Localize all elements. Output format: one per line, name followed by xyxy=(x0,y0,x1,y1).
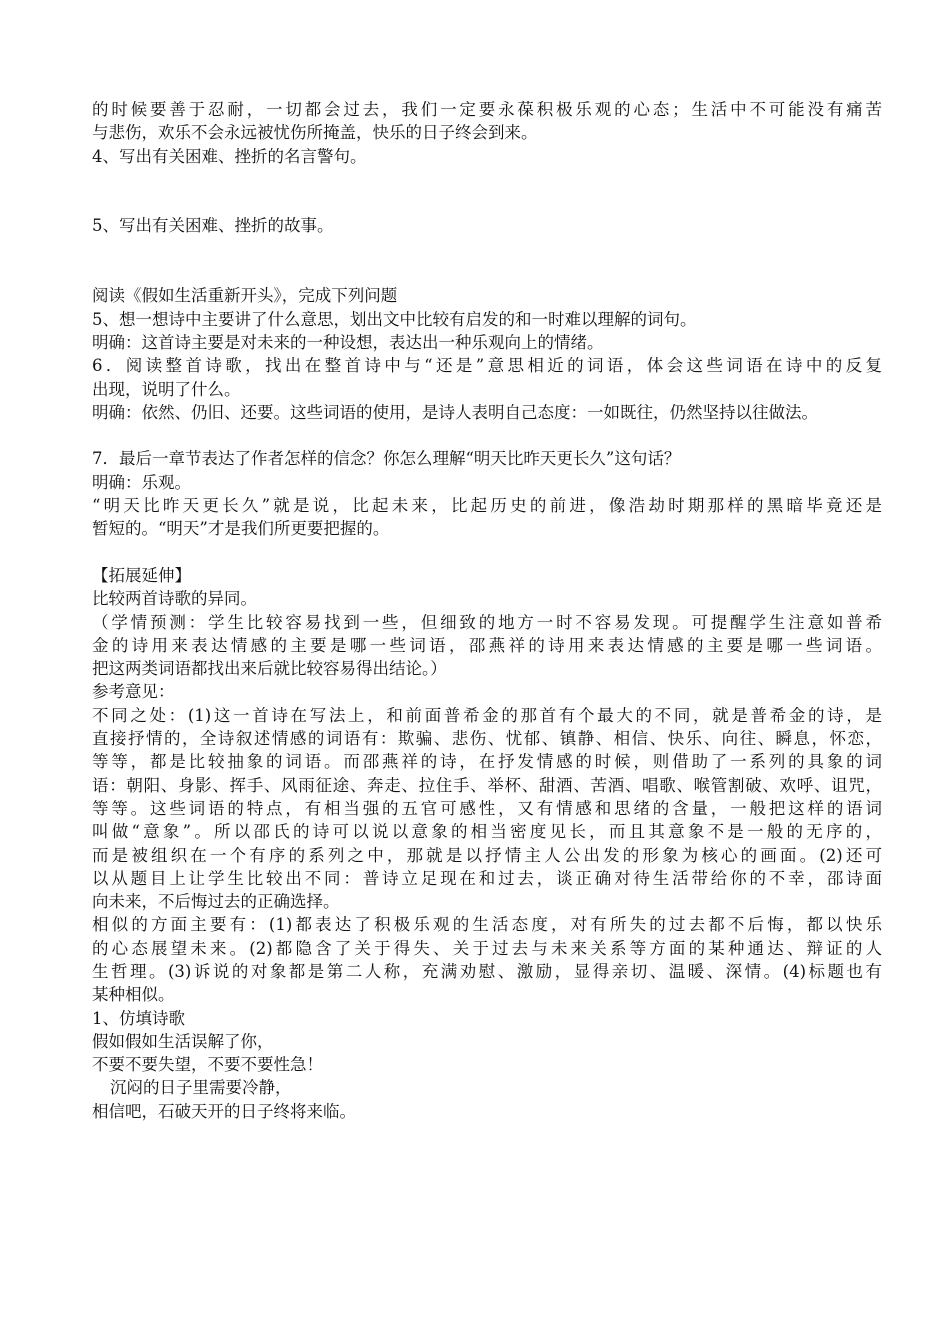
text-line: 1、仿填诗歌 xyxy=(92,1008,185,1028)
text-line: 等等，都是比较抽象的词语。而邵燕祥的诗，在抒发情感的时候，则借助了一系列的具象的词 xyxy=(92,752,882,772)
blank-line xyxy=(92,261,882,284)
text-line: 向未来，不后悔过去的正确选择。 xyxy=(92,892,340,912)
text-line: 金的诗用来表达情感的主要是哪一些词语，邵燕祥的诗用来表达情感的主要是哪一些词语。 xyxy=(92,635,882,655)
text-line: 相似的方面主要有：(1)都表达了积极乐观的生活态度，对有所失的过去都不后悔，都以快乐 xyxy=(92,915,882,935)
text-line: 参考意见： xyxy=(92,682,175,702)
text-line: （学情预测：学生比较容易找到一些，但细致的地方一时不容易发现。可提醒学生注意如普希 xyxy=(92,612,882,632)
text-line: 的时候要善于忍耐，一切都会过去，我们一定要永葆积极乐观的心态；生活中不可能没有痛苦 xyxy=(92,100,882,119)
text-line: 5、想一想诗中主要讲了什么意思，划出文中比较有启发的和一时难以理解的词句。 xyxy=(92,309,697,329)
text-line: 假如假如生活误解了你， xyxy=(92,1031,274,1051)
text-line: 与悲伤，欢乐不会永远被忧伤所掩盖，快乐的日子终会到来。 xyxy=(92,123,538,143)
text-line: 出现，说明了什么。 xyxy=(92,379,241,399)
text-line: 而是被组织在一个有序的系列之中，那就是以抒情主人公出发的形象为核心的画面。(2)还可 xyxy=(92,845,882,865)
blank-line xyxy=(92,541,882,564)
document-page xyxy=(92,98,882,1123)
text-line: 沉闷的日子里需要冷静， xyxy=(110,1078,292,1098)
text-line: 明确：依然、仍旧、还要。这些词语的使用，是诗人表明自己态度：一如既往，仍然坚持以往做法。 xyxy=(92,402,818,422)
text-line: 语：朝阳、身影、挥手、风雨征途、奔走、拉住手、举杯、甜酒、苦酒、唱歌、喉管割破、欢呼、诅咒， xyxy=(92,775,882,795)
text-line: 明确：乐观。 xyxy=(92,472,191,492)
text-line: 某种相似。 xyxy=(92,985,175,1005)
text-line: 明确：这首诗主要是对未来的一种设想，表达出一种乐观向上的情绪。 xyxy=(92,332,604,352)
blank-line xyxy=(92,238,882,261)
text-line: 7．最后一章节表达了作者怎样的信念？你怎么理解“明天比昨天更长久”这句话？ xyxy=(92,449,681,469)
text-line: 相信吧，石破天开的日子终将来临。 xyxy=(92,1101,356,1121)
text-line: 直接抒情的，全诗叙述情感的词语有：欺骗、悲伤、忧郁、镇静、相信、快乐、向往、瞬息，怀恋， xyxy=(92,729,882,749)
text-line: 以从题目上让学生比较出不同：普诗立足现在和过去，谈正确对待生活带给你的不幸，邵诗面 xyxy=(92,868,882,888)
text-line: 的心态展望未来。(2)都隐含了关于得失、关于过去与未来关系等方面的某种通达、辩证的人 xyxy=(92,938,882,958)
blank-line xyxy=(92,424,882,447)
text-line: 5、写出有关困难、挫折的故事。 xyxy=(92,216,334,236)
text-line: 等等。这些词语的特点，有相当强的五官可感性，又有情感和思绪的含量，一般把这样的语词 xyxy=(92,798,882,818)
text-line: 4、写出有关困难、挫折的名言警句。 xyxy=(92,146,367,166)
text-line: 把这两类词语都找出来后就比较容易得出结论。） xyxy=(92,659,447,679)
text-line: 比较两首诗歌的异同。 xyxy=(92,589,257,609)
text-line: 生哲理。(3)诉说的对象都是第二人称，充满劝慰、激励，显得亲切、温暖、深情。(4)标题也有 xyxy=(92,961,882,981)
blank-line xyxy=(92,168,882,191)
text-line: 叫做“意象”。所以邵氏的诗可以说以意象的相当密度见长，而且其意象不是一般的无序的， xyxy=(92,822,882,842)
text-line: 不同之处：(1)这一首诗在写法上，和前面普希金的那首有个最大的不同，就是普希金的诗，是 xyxy=(92,705,882,725)
text-line: 暂短的。“明天”才是我们所更要把握的。 xyxy=(92,519,390,539)
text-line: 6．阅读整首诗歌，找出在整首诗中与“还是”意思相近的词语，体会这些词语在诗中的反复 xyxy=(92,356,882,376)
blank-line xyxy=(92,191,882,214)
text-line: 【拓展延伸】 xyxy=(92,565,191,585)
text-line: 阅读《假如生活重新开头》，完成下列问题 xyxy=(92,286,398,306)
text-line: “明天比昨天更长久”就是说，比起未来，比起历史的前进，像浩劫时期那样的黑暗毕竟还是 xyxy=(92,496,882,516)
text-line: 不要不要失望，不要不要性急！ xyxy=(92,1055,323,1075)
